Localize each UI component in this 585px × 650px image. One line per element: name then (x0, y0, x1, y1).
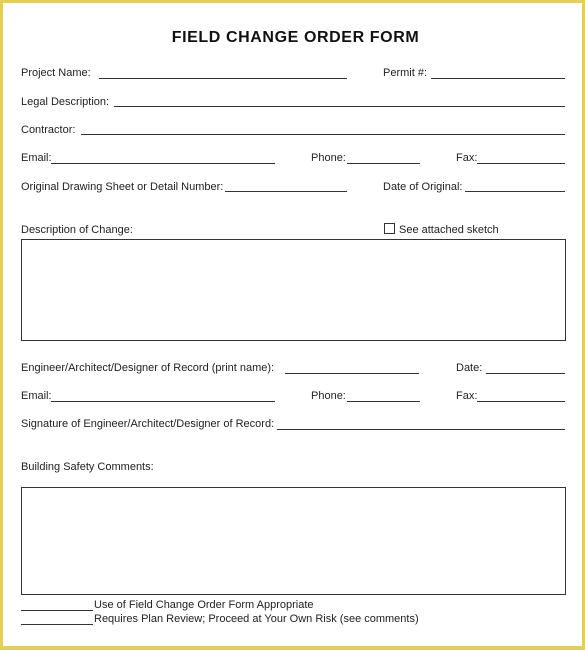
option-1-blank[interactable] (21, 610, 93, 611)
signature-label: Signature of Engineer/Architect/Designer of Record: (21, 418, 275, 430)
building-safety-textarea[interactable] (21, 487, 566, 595)
email-field[interactable] (51, 163, 275, 164)
see-attached-label: See attached sketch (399, 224, 499, 236)
engineer-fax-field[interactable] (477, 401, 565, 402)
form-title: FIELD CHANGE ORDER FORM (171, 29, 420, 46)
contractor-label: Contractor: (21, 124, 76, 136)
signature-field[interactable] (277, 429, 565, 430)
option-1-label: Use of Field Change Order Form Appropriate (94, 599, 314, 611)
engineer-date-label: Date: (456, 362, 483, 374)
engineer-date-field[interactable] (486, 373, 565, 374)
email-label: Email: (21, 152, 52, 164)
phone-field[interactable] (347, 163, 420, 164)
project-name-field[interactable] (99, 78, 347, 79)
date-of-original-field[interactable] (465, 191, 565, 192)
engineer-fax-label: Fax: (456, 390, 478, 402)
drawing-sheet-field[interactable] (225, 191, 347, 192)
building-safety-label: Building Safety Comments: (21, 461, 154, 473)
description-textarea[interactable] (21, 239, 566, 341)
project-name-label: Project Name: (21, 67, 91, 79)
engineer-email-label: Email: (21, 390, 52, 402)
date-of-original-label: Date of Original: (383, 181, 463, 193)
engineer-name-label: Engineer/Architect/Designer of Record (print name): (21, 362, 275, 374)
engineer-phone-field[interactable] (347, 401, 420, 402)
option-2-label: Requires Plan Review; Proceed at Your Own Risk (see comments) (94, 613, 419, 625)
engineer-email-field[interactable] (51, 401, 275, 402)
permit-field[interactable] (431, 78, 565, 79)
permit-label: Permit #: (383, 67, 428, 79)
description-label: Description of Change: (21, 224, 133, 236)
contractor-field[interactable] (81, 134, 565, 135)
engineer-name-field[interactable] (285, 373, 419, 374)
option-2-blank[interactable] (21, 624, 93, 625)
legal-description-label: Legal Description: (21, 96, 110, 108)
drawing-sheet-label: Original Drawing Sheet or Detail Number: (21, 181, 224, 193)
engineer-phone-label: Phone: (311, 390, 346, 402)
see-attached-checkbox[interactable] (384, 223, 395, 234)
fax-label: Fax: (456, 152, 478, 164)
phone-label: Phone: (311, 152, 346, 164)
fax-field[interactable] (477, 163, 565, 164)
legal-description-field[interactable] (114, 106, 565, 107)
